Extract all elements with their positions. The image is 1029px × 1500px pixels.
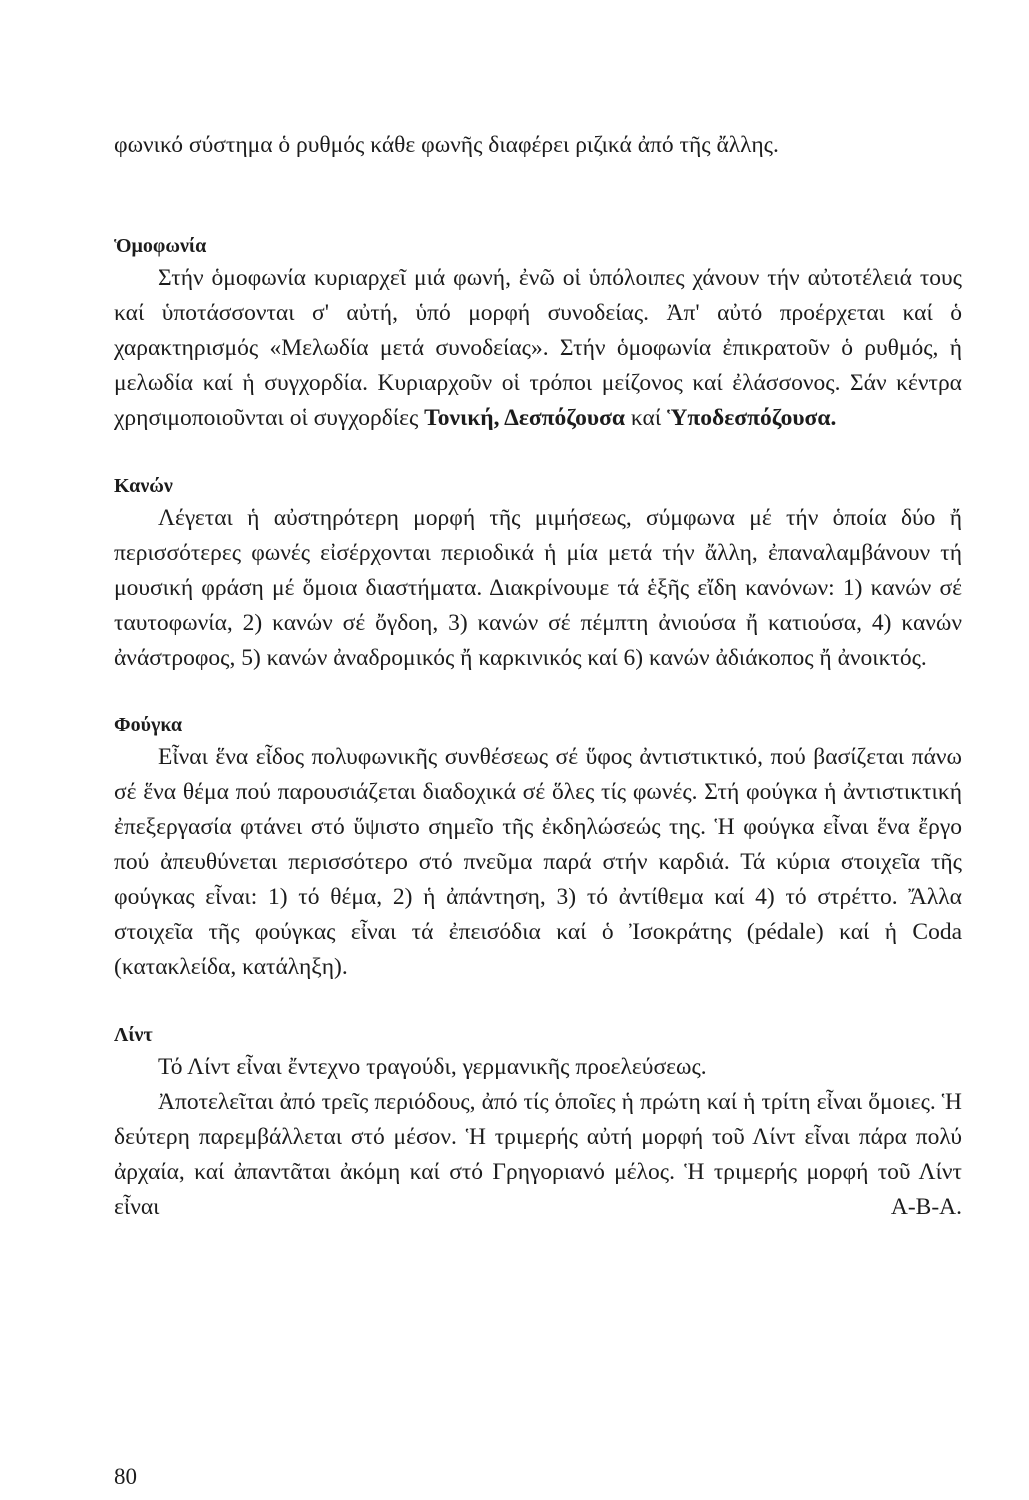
section-heading-homophony: Ὁμοφωνία [114,235,207,257]
page-number: 80 [114,1464,137,1489]
lied-paragraph-2: Ἀποτελεῖται ἀπό τρεῖς περιόδους, ἀπό τίς ὁποῖες ἡ πρώτη καί ἡ τρίτη εἶναι ὅμοιες. Ἡ δεύτερη παρεμβάλλεται στό μέσον. Ἡ τριμερής αὐτή μορφή τοῦ Λίντ εἶναι πάρα πολύ ἀρχαία, καί ἀπαντᾶται ἀκόμη καί στό Γρηγοριανό μέλος. Ἡ τριμερής μορφή τοῦ Λίντ εἶναι Α-Β-Α. [114,1089,962,1220]
page-content [114,128,962,1225]
canon-paragraph: Λέγεται ἡ αὐστηρότερη μορφή τῆς μιμήσεως, σύμφωνα μέ τήν ὁποία δύο ἤ περισσότερες φωνές εἰσέρχονται περιοδικά ἡ μία μετά τήν ἄλλη, ἐπαναλαμβάνουν τή μουσική φράση μέ ὅμοια διαστήματα. Διακρίνουμε τά ἑξῆς εἴδη κανόνων: 1) κανών σέ ταυτοφωνία, 2) κανών σέ ὄγδοη, 3) κανών σέ πέμπτη ἀνιούσα ἤ κατιούσα, 4) κανών ἀνάστροφος, 5) κανών ἀναδρομικός ἤ καρκινικός καί 6) κανών ἀδιάκοπος ἤ ἀνοικτός. [114,505,962,671]
intro-paragraph: φωνικό σύστημα ὁ ρυθμός κάθε φωνῆς διαφέρει ριζικά ἀπό τῆς ἄλλης. [114,132,779,158]
section-heading-fugue: Φούγκα [114,714,183,736]
homophony-bold-term-last: Ὑποδεσπόζουσα. [667,405,837,431]
fugue-paragraph: Εἶναι ἕνα εἶδος πολυφωνικῆς συνθέσεως σέ ὕφος ἀντιστικτικό, πού βασίζεται πάνω σέ ἕνα θέμα πού παρουσιάζεται διαδοχικά σέ ὅλες τίς φωνές. Στή φούγκα ἡ ἀντιστικτική ἐπεξεργασία φτάνει στό ὕψιστο σημεῖο τῆς ἐκδηλώσεώς της. Ἡ φούγκα εἶναι ἕνα ἔργο πού ἀπευθύνεται περισσότερο στό πνεῦμα παρά στήν καρδιά. Τά κύρια στοιχεῖα τῆς φούγκας εἶναι: 1) τό θέμα, 2) ἡ ἀπάντηση, 3) τό ἀντίθεμα καί 4) τό στρέττο. Ἄλλα στοιχεῖα τῆς φούγκας εἶναι τά ἐπεισόδια καί ὁ Ἰσοκράτης (pédale) καί ἡ Coda (κατακλείδα, κατάληξη). [114,744,962,980]
homophony-paragraph [114,261,962,436]
lied-paragraph-1: Τό Λίντ εἶναι ἔντεχνο τραγούδι, γερμανικῆς προελεύσεως. [158,1054,707,1080]
homophony-bold-terms: Τονική, Δεσπόζουσα [424,405,626,431]
section-heading-lied: Λίντ [114,1024,153,1046]
homophony-text: Στήν ὁμοφωνία κυριαρχεῖ μιά φωνή, ἐνῶ οἱ ὑπόλοιπες χάνουν τήν αὐτοτέλειά τους καί ὑποτάσσονται σ' αὐτή, ὑπό μορφή συνοδείας. Ἀπ' αὐτό προέρχεται καί ὁ χαρακτηρισμός «Μελωδία μετά συνοδείας». Στήν ὁμοφωνία ἐπικρατοῦν ὁ ρυθμός, ἡ μελωδία καί ἡ συγχορδία. Κυριαρχοῦν οἱ τρόποι μείζονος καί ἐλάσσονος. Σάν κέντρα χρησιμοποιοῦνται οἱ συγχορδίες [114,265,962,431]
homophony-conjunction: καί [630,405,662,431]
section-heading-canon: Κανών [114,475,173,497]
